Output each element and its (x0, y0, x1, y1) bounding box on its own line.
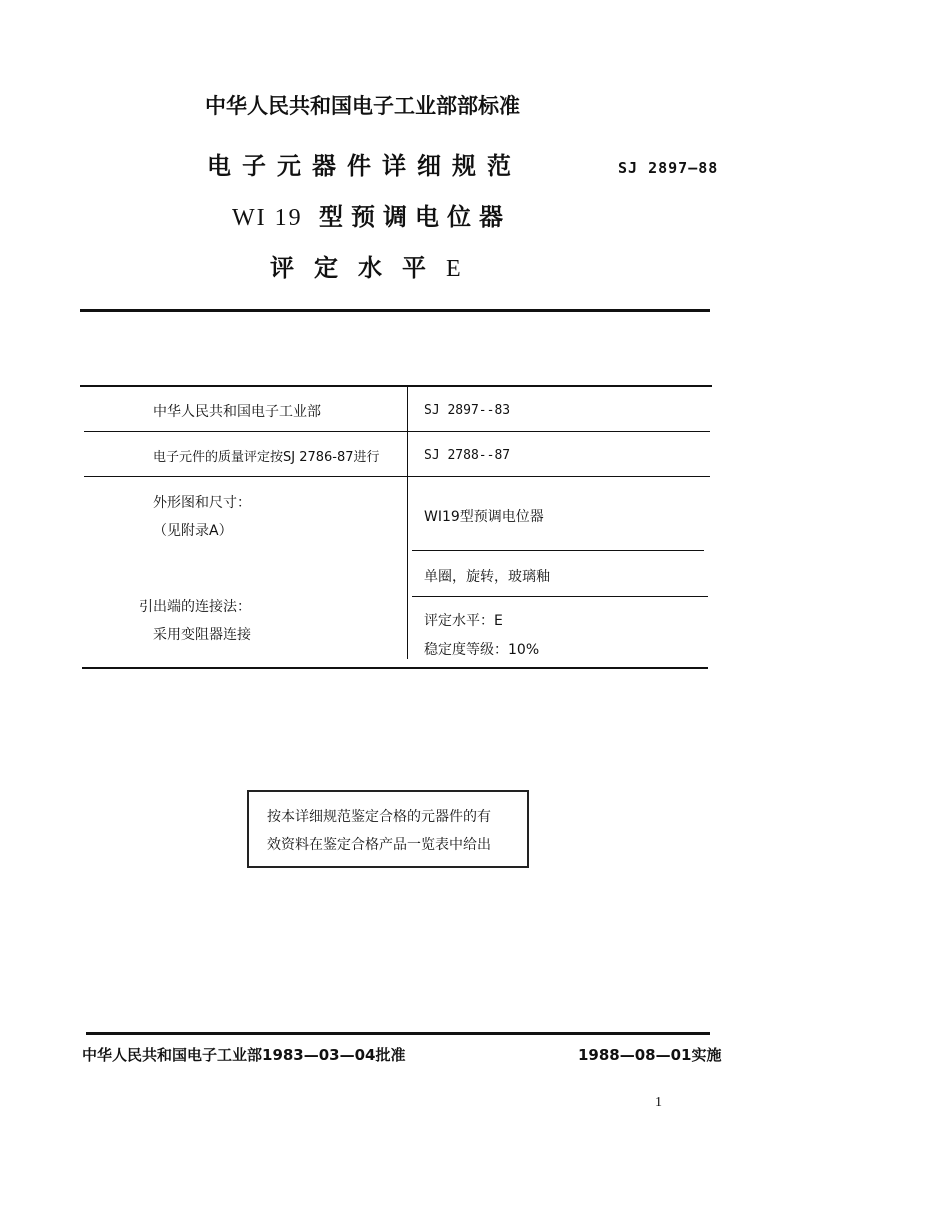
notice-line1: 按本详细规范鉴定合格的元器件的有 (267, 809, 491, 825)
row2-right: SJ 2788--87 (424, 448, 511, 463)
footer-rule (86, 1032, 710, 1035)
spec-title-line2 (232, 197, 511, 232)
row3-right: WI19型预调电位器 (424, 509, 544, 525)
page-number: 1 (655, 1095, 662, 1110)
table-bottom-rule (82, 667, 708, 669)
row1-right: SJ 2897--83 (424, 403, 511, 418)
row3-left-line1: 外形图和尺寸： (153, 495, 251, 511)
row2-left: 电子元件的质量评定按SJ 2786-87进行 (153, 450, 380, 465)
row5-right-line2: 稳定度等级：10% (424, 642, 540, 658)
assessment-level-value: E (446, 256, 461, 282)
row5-left-line1: 引出端的连接法： (139, 599, 251, 615)
spec-title-line1: 电子元器件详细规范 (207, 152, 522, 180)
product-name: 型预调电位器 (319, 203, 512, 231)
qualification-notice-box (247, 790, 529, 868)
implementation-date: 1988—08—01实施 (578, 1046, 722, 1064)
standard-code: SJ 2897—88 (618, 159, 719, 177)
ministry-standard-heading: 中华人民共和国电子工业部部标准 (205, 94, 520, 118)
model-number: WI 19 (232, 205, 303, 231)
row5-right-line1: 评定水平：E (424, 613, 503, 629)
spec-title-line3 (270, 248, 461, 283)
header-divider (80, 309, 710, 312)
table-center-divider (407, 387, 408, 659)
row4-right: 单圈，旋转，玻璃釉 (424, 569, 550, 585)
row1-divider (84, 431, 710, 432)
row5-left-line2: 采用变阻器连接 (153, 627, 251, 643)
table-top-rule (80, 385, 712, 387)
row3-left-line2: （见附录A） (153, 523, 233, 539)
row4-right-divider (412, 596, 708, 597)
row1-left: 中华人民共和国电子工业部 (153, 404, 321, 420)
assessment-level-label: 评定水平 (270, 254, 446, 282)
approval-date: 中华人民共和国电子工业部1983—03—04批准 (82, 1046, 406, 1064)
notice-line2: 效资料在鉴定合格产品一览表中给出 (267, 837, 491, 853)
row3-right-divider (412, 550, 704, 551)
row2-divider (84, 476, 710, 477)
